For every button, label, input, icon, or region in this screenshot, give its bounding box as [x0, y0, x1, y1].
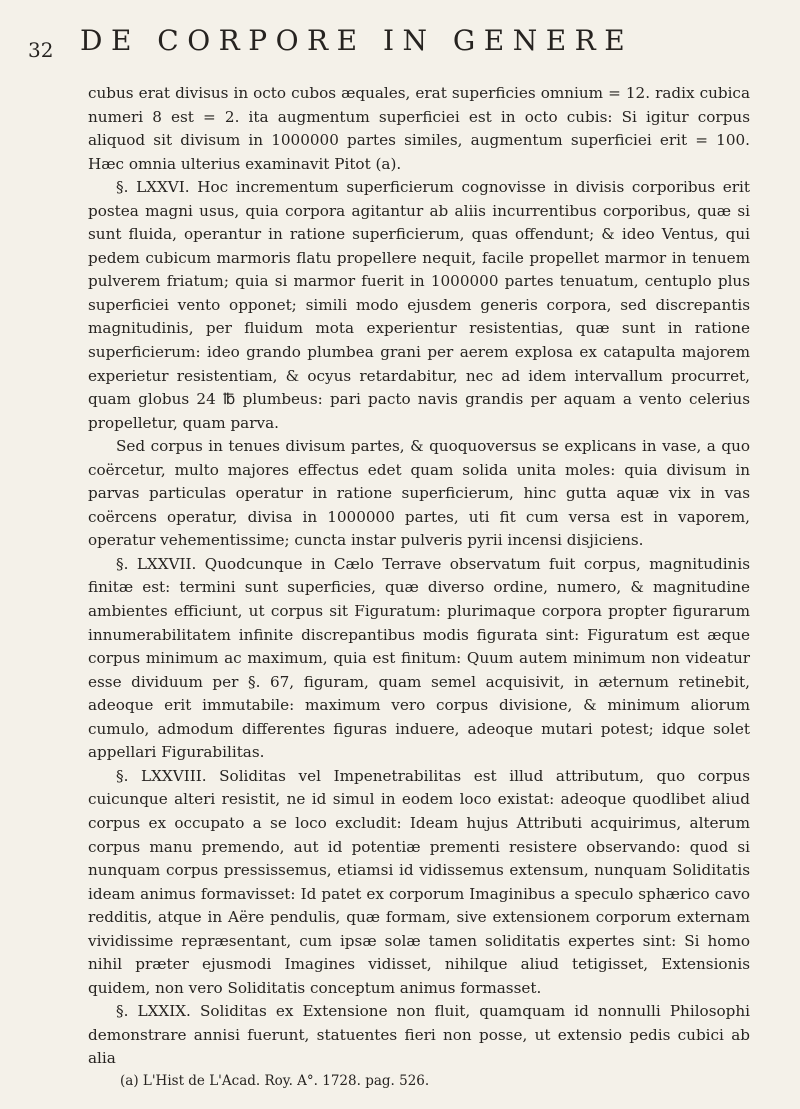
footnote: (a) L'Hist de L'Acad. Roy. A°. 1728. pag. 526.	[120, 1073, 430, 1089]
body-text	[88, 82, 750, 1071]
paragraph: cubus erat divisus in octo cubos æquales, erat superficies omnium = 12. radix cubica numeri 8 est = 2. ita augmentum superficiei est in octo cubis: Si igitur corpus aliquod sit divisum in 1000000 partes similes, augmentum superficiei erit = 100. Hæc omnia ulterius examinavit Pitot (a).	[88, 84, 750, 173]
section-paragraph: §. LXXVII. Quodcunque in Cælo Terrave observatum fuit corpus, magnitudinis finitæ est: termini sunt superficies, quæ diverso ordine, numero, & magnitudine ambientes efficiunt, ut corpus sit Figuratum: plurimaque corpora propter figurarum innumerabilitatem infinite discrepantibus modis figurata sint: Figuratum est æque corpus minimum ac maximum, quia est finitum: Quum autem minimum non videatur esse dividuum per §. 67, figuram, quam semel acquisivit, in æternum retinebit, adeoque erit immutabile: maximum vero corpus divisione, & minimum aliorum cumulo, admodum differentes figuras induere, adeoque mutari potest; idque solet appellari Figurabilitas.	[88, 554, 750, 762]
section-paragraph: §. LXXVI. Hoc incrementum superficierum cognovisse in divisis corporibus erit postea magni usus, quia corpora agitantur ab aliis incurrentibus corporibus, quæ si sunt fluida, operantur in ratione superficierum, quas offendunt; & ideo Ventus, qui pedem cubicum marmoris flatu propellere nequit, facile propellet marmor in tenuem pulverem friatum; quia si marmor fuerit in 1000000 partes tenuatum, centuplo plus superficiei vento opponet; simili modo ejusdem generis corpora, sed discrepantis magnitudinis, per fluidum mota experientur resistentias, quæ sunt in ratione superficierum: ideo grando plumbea grani per aerem explosa ex catapulta majorem experietur resistentiam, & ocyus retardabitur, nec ad idem intervallum procurret, quam globus 24 ℔ plumbeus: pari pacto navis grandis per aquam a vento celerius propelletur, quam parva.	[88, 178, 750, 432]
section-paragraph: §. LXXVIII. Soliditas vel Impenetrabilitas est illud attributum, quo corpus cuicunque alteri resistit, ne id simul in eodem loco existat: adeoque quodlibet aliud corpus ex occupato a se loco excludit: Ideam hujus Attributi acquirimus, alterum corpus manu premendo, aut id potentiæ prementi resistere observando: quod si nunquam corpus pressissemus, etiamsi id vidissemus extensum, nunquam Soliditatis ideam animus formavisset: Id patet ex corporum Imaginibus a speculo sphærico cavo redditis, atque in Aëre pendulis, quæ formam, sive extensionem corporum externam vividissime repræsentant, cum ipsæ solæ tamen soliditatis expertes sint: Si homo nihil præter ejusmodi Imagines vidisset, nihilque aliud tetigisset, Extensionis quidem, non vero Soliditatis conceptum animus formasset.	[88, 766, 750, 997]
section-paragraph: §. LXXIX. Soliditas ex Extensione non fluit, quamquam id nonnulli Philosophi demonstrare annisi fuerunt, statuentes fieri non posse, ut extensio pedis cubici ab alia	[88, 1002, 750, 1068]
running-title: DE CORPORE IN GENERE	[80, 24, 634, 57]
page-header	[28, 24, 748, 72]
paragraph: Sed corpus in tenues divisum partes, & quoquoversus se explicans in vase, a quo coërcetur, multo majores effectus edet quam solida unita moles: quia divisum in parvas particulas operatur in ratione superficierum, hinc gutta aquæ vix in vas coërcens operatur, divisa in 1000000 partes, uti fit cum versa est in vaporem, operatur vehementissime; cuncta instar pulveris pyrii incensi disjiciens.	[88, 437, 750, 550]
page-number: 32	[28, 38, 54, 62]
